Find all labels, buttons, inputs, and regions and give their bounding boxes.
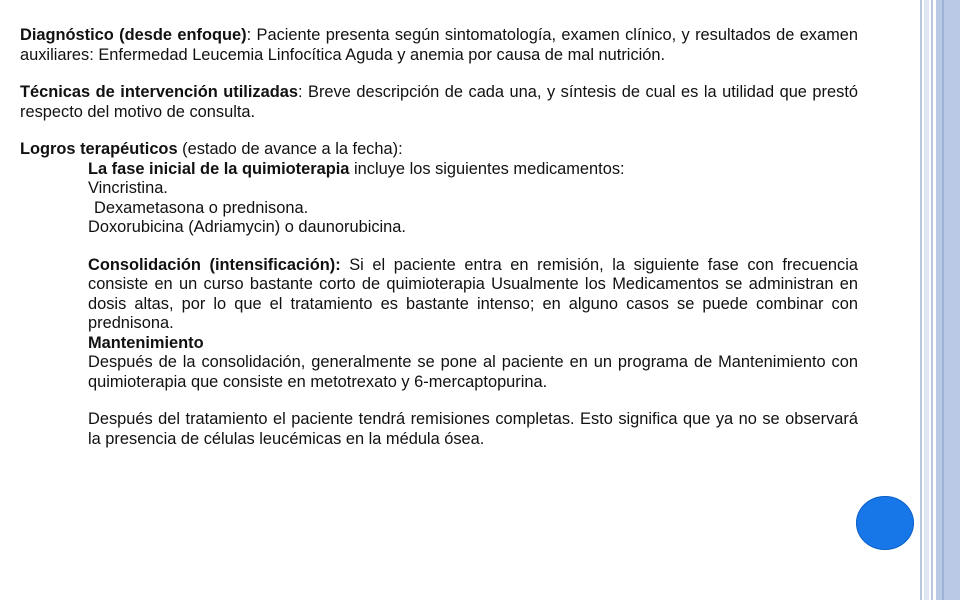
consolidacion-text: Si el paciente entra en remisión, la siguiente fase con frecuencia consiste en un curso bastante corto de quimioterapia Usualmente los Medicamentos se administran en dosis altas, por lo que el tratamiento es bastante intenso; en alguno casos se puede combinar con prednisona. [88,255,859,332]
diagnostico-heading: Diagnóstico (desde enfoque) [20,26,247,44]
right-border-line [942,0,944,600]
despues-paragraph: Después del tratamiento el paciente tendrá remisiones completas. Esto significa que ya no se observará la presencia de células leucémicas en la médula ósea. [88,410,858,448]
fase-inicial-paragraph [20,160,858,180]
mantenimiento-text: Después de la consolidación, generalmente se pone al paciente en un programa de Mantenimiento con quimioterapia que consiste en metotrexato y 6-mercaptopurina. [88,353,858,391]
med-item: Dexametasona o prednisona. [94,198,309,217]
fase-inicial-heading: La fase inicial de la quimioterapia [88,159,350,178]
logros-text: (estado de avance a la fecha): [177,140,403,158]
med-item: Doxorubicina (Adriamycin) o daunorubicina. [88,218,406,236]
mantenimiento-heading-line [20,334,858,354]
med-item: Vincristina. [88,179,168,197]
tecnicas-text: : Breve descripción de cada una, y síntesis de cual es la utilidad que prestó respecto del motivo de consulta. [20,83,858,121]
tecnicas-heading: Técnicas de intervención utilizadas [20,83,298,101]
mantenimiento-heading: Mantenimiento [88,333,204,352]
diagnostico-paragraph [20,26,858,65]
consolidacion-paragraph [20,256,858,334]
right-border-line [931,0,933,600]
blue-circle-decoration [856,496,914,550]
consolidacion-heading: Consolidación (intensificación): [88,255,341,274]
tecnicas-paragraph [20,83,858,122]
logros-paragraph [20,140,858,160]
logros-heading: Logros terapéuticos [20,140,178,158]
slide-content [20,26,858,449]
right-border-bar [936,0,960,600]
right-border-line [920,0,922,600]
diagnostico-text: : Paciente presenta según sintomatología, examen clínico, y resultados de examen auxiliares: Enfermedad Leucemia Linfocítica Aguda y anemia por causa de mal nutrición. [20,26,859,64]
fase-inicial-text: incluye los siguientes medicamentos: [349,159,625,178]
right-border-band [924,0,929,600]
